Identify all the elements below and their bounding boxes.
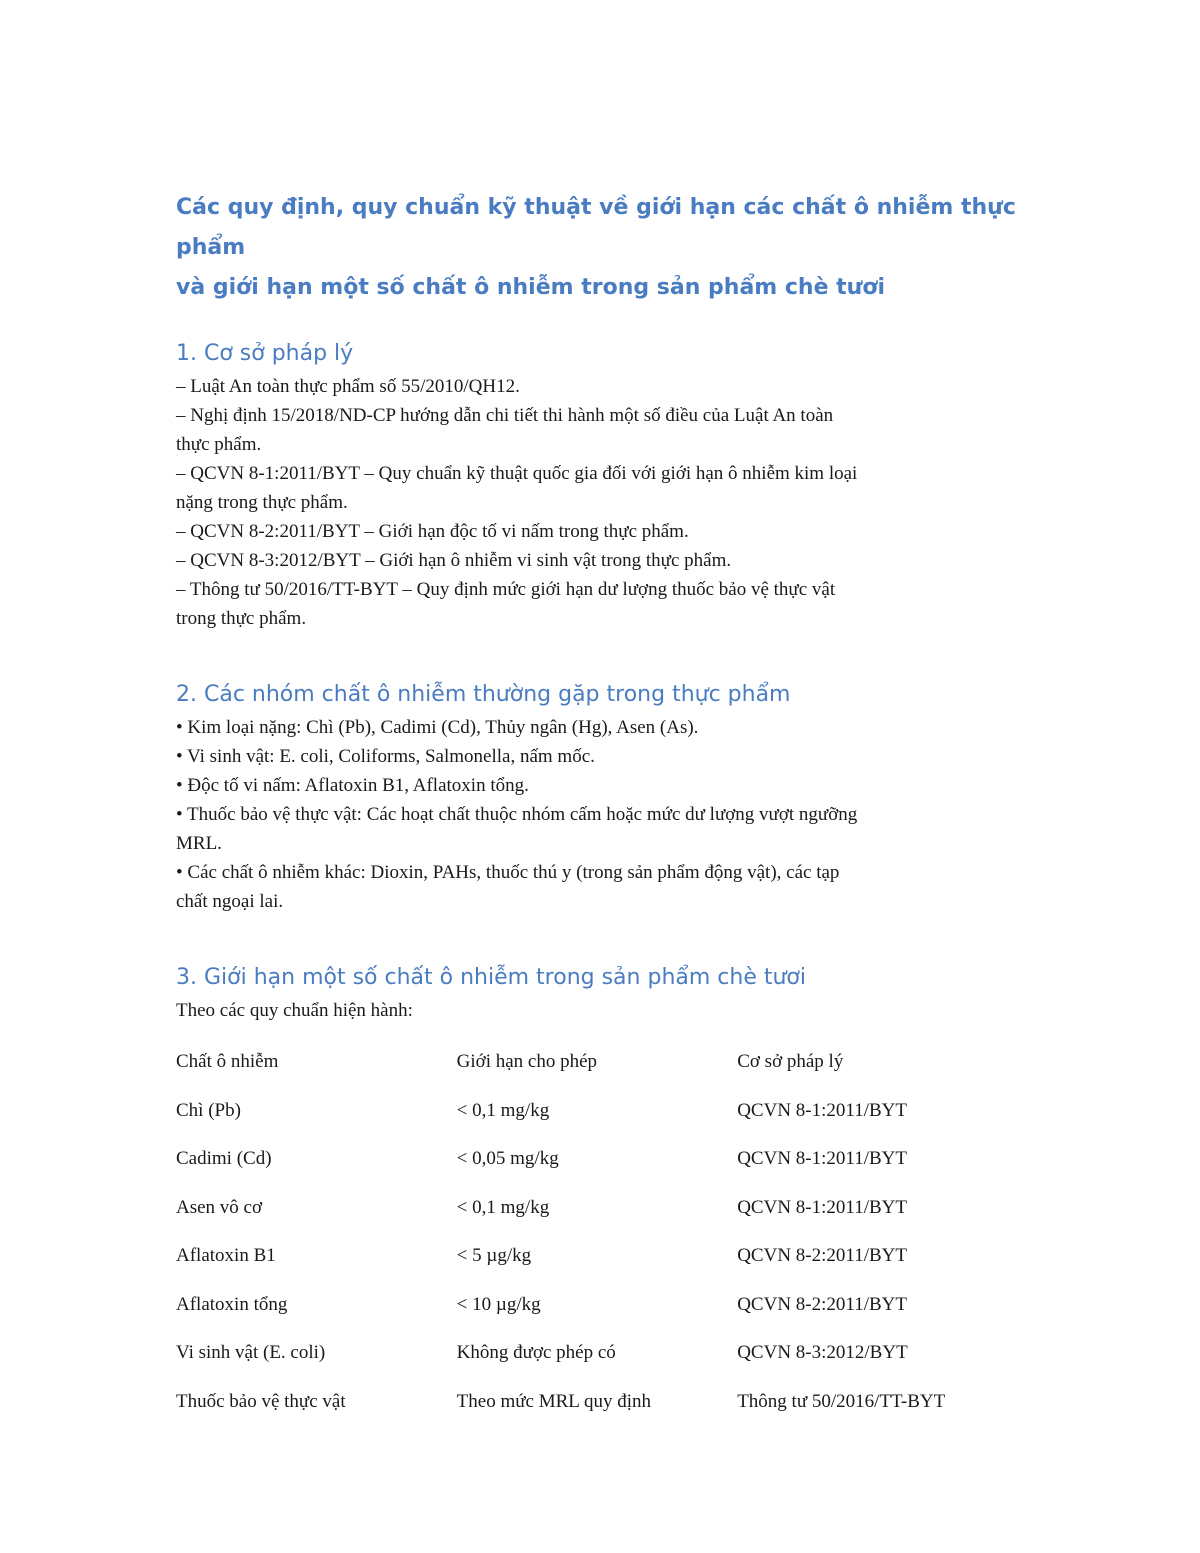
document-title-line-1: Các quy định, quy chuẩn kỹ thuật về giới hạn các chất ô nhiễm thực phẩm (176, 195, 1016, 260)
cell-limit: Theo mức MRL quy định (456, 1390, 651, 1412)
table-header-row (176, 1047, 1026, 1096)
cell-contaminant: Thuốc bảo vệ thực vật (176, 1390, 346, 1412)
table-row (176, 1387, 1026, 1436)
legal-basis-line: – Nghị định 15/2018/ND-CP hướng dẫn chi tiết thi hành một số điều của Luật An toàn (176, 405, 834, 426)
cell-limit: < 0,05 mg/kg (456, 1148, 559, 1169)
column-header-contaminant: Chất ô nhiễm (176, 1051, 279, 1072)
table-row (176, 1096, 1026, 1145)
column-header-limit: Giới hạn cho phép (456, 1051, 598, 1072)
document-title (176, 188, 1026, 308)
cell-contaminant: Asen vô cơ (176, 1196, 263, 1218)
cell-legal-basis: QCVN 8-2:2011/BYT (737, 1245, 907, 1266)
legal-basis-line: – QCVN 8-1:2011/BYT – Quy chuẩn kỹ thuật quốc gia đối với giới hạn ô nhiễm kim loại (176, 463, 858, 484)
section-legal-basis-heading: 1. Cơ sở pháp lý (176, 341, 354, 366)
cell-legal-basis: QCVN 8-1:2011/BYT (737, 1148, 907, 1169)
section-tea-limits-heading: 3. Giới hạn một số chất ô nhiễm trong sản phẩm chè tươi (176, 965, 806, 990)
cell-legal-basis: QCVN 8-1:2011/BYT (737, 1099, 907, 1121)
table-row (176, 1290, 1026, 1339)
cell-limit: < 10 µg/kg (456, 1293, 541, 1315)
cell-contaminant: Vi sinh vật (E. coli) (176, 1342, 326, 1363)
cell-limit: < 0,1 mg/kg (456, 1196, 550, 1218)
legal-basis-line: thực phẩm. (176, 434, 262, 455)
legal-basis-line: – QCVN 8-3:2012/BYT – Giới hạn ô nhiễm vi sinh vật trong thực phẩm. (176, 550, 732, 571)
cell-limit: Không được phép có (456, 1342, 616, 1363)
contaminant-group-line: MRL. (176, 833, 222, 854)
contaminant-groups-list (176, 713, 1026, 916)
contaminant-group-line: • Thuốc bảo vệ thực vật: Các hoạt chất thuộc nhóm cấm hoặc mức dư lượng vượt ngưỡng (176, 804, 858, 825)
cell-legal-basis: QCVN 8-1:2011/BYT (737, 1196, 907, 1218)
contaminant-limits-table (176, 1047, 1026, 1435)
contaminant-group-line: • Các chất ô nhiễm khác: Dioxin, PAHs, thuốc thú y (trong sản phẩm động vật), các tạp (176, 862, 840, 883)
cell-contaminant: Cadimi (Cd) (176, 1148, 272, 1169)
tea-limits-intro: Theo các quy chuẩn hiện hành: (176, 1000, 413, 1021)
cell-contaminant: Chì (Pb) (176, 1099, 241, 1121)
contaminant-group-line: • Độc tố vi nấm: Aflatoxin B1, Aflatoxin tổng. (176, 775, 529, 796)
legal-basis-line: – Thông tư 50/2016/TT-BYT – Quy định mức giới hạn dư lượng thuốc bảo vệ thực vật (176, 579, 836, 600)
document-title-line-2: và giới hạn một số chất ô nhiễm trong sản phẩm chè tươi (176, 275, 885, 300)
table-row (176, 1338, 1026, 1387)
legal-basis-list (176, 372, 1026, 633)
contaminant-group-line: • Kim loại nặng: Chì (Pb), Cadimi (Cd), Thủy ngân (Hg), Asen (As). (176, 717, 699, 738)
cell-legal-basis: QCVN 8-3:2012/BYT (737, 1342, 908, 1363)
legal-basis-line: – Luật An toàn thực phẩm số 55/2010/QH12. (176, 376, 520, 397)
column-header-legal-basis: Cơ sở pháp lý (737, 1051, 844, 1072)
cell-legal-basis: Thông tư 50/2016/TT-BYT (737, 1390, 946, 1412)
legal-basis-line: nặng trong thực phẩm. (176, 492, 348, 513)
document-page (176, 188, 1026, 1435)
contaminant-group-line: • Vi sinh vật: E. coli, Coliforms, Salmonella, nấm mốc. (176, 746, 595, 767)
cell-limit: < 5 µg/kg (456, 1245, 532, 1266)
cell-legal-basis: QCVN 8-2:2011/BYT (737, 1293, 907, 1315)
legal-basis-line: – QCVN 8-2:2011/BYT – Giới hạn độc tố vi nấm trong thực phẩm. (176, 521, 689, 542)
cell-limit: < 0,1 mg/kg (456, 1099, 550, 1121)
section-contaminant-groups-heading: 2. Các nhóm chất ô nhiễm thường gặp trong thực phẩm (176, 682, 791, 707)
table-row (176, 1241, 1026, 1290)
contaminant-group-line: chất ngoại lai. (176, 891, 284, 912)
cell-contaminant: Aflatoxin B1 (176, 1245, 276, 1266)
table-row (176, 1144, 1026, 1193)
table-row (176, 1193, 1026, 1242)
legal-basis-line: trong thực phẩm. (176, 608, 307, 629)
cell-contaminant: Aflatoxin tổng (176, 1293, 288, 1315)
